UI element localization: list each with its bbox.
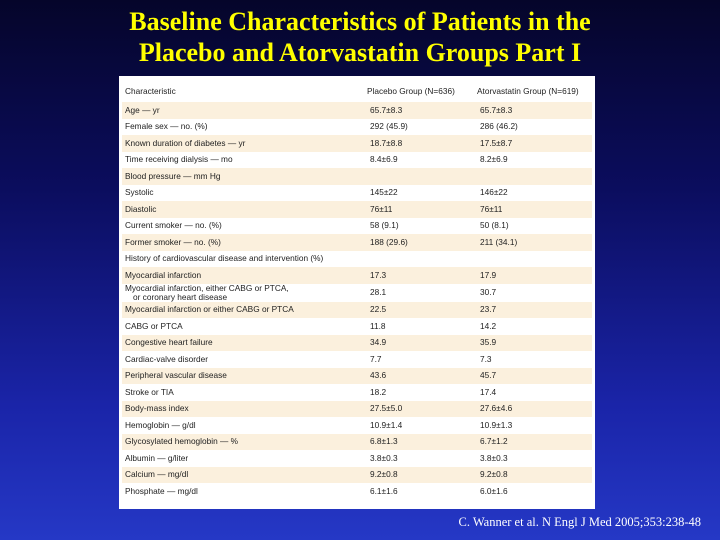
row-characteristic: Phosphate — mg/dl [125,485,198,496]
table-row [122,168,592,185]
row-atorvastatin-value: 23.7 [480,304,497,315]
table-row [122,384,592,401]
row-placebo-value: 8.4±6.9 [370,154,398,165]
row-characteristic: Systolic [125,187,154,198]
table-row [122,152,592,169]
row-characteristic: Diastolic [125,203,157,214]
table-row [122,450,592,467]
row-placebo-value: 58 (9.1) [370,220,399,231]
row-atorvastatin-value: 27.6±4.6 [480,403,513,414]
row-atorvastatin-value: 7.3 [480,353,492,364]
row-characteristic: CABG or PTCA [125,320,183,331]
row-placebo-value: 76±11 [370,203,393,214]
row-characteristic: Blood pressure — mm Hg [125,170,221,181]
row-characteristic: Time receiving dialysis — mo [125,154,233,165]
table-row [122,267,592,284]
row-placebo-value: 10.9±1.4 [370,419,403,430]
row-characteristic-line-2: or coronary heart disease [133,291,228,302]
row-atorvastatin-value: 45.7 [480,370,497,381]
table-row [122,251,592,268]
table-row [122,351,592,368]
row-placebo-value: 34.9 [370,337,387,348]
header-placebo: Placebo Group (N=636) [367,85,455,96]
row-atorvastatin-value: 35.9 [480,337,497,348]
table-row [122,318,592,335]
header-characteristic: Characteristic [125,85,176,96]
table-row [122,302,592,319]
row-atorvastatin-value: 6.0±1.6 [480,485,508,496]
row-characteristic: Age — yr [125,104,160,115]
row-placebo-value: 18.7±8.8 [370,137,403,148]
row-characteristic: Current smoker — no. (%) [125,220,222,231]
table-row [122,218,592,235]
row-placebo-value [367,251,477,268]
row-atorvastatin-value: 30.7 [480,287,497,297]
row-characteristic: Glycosylated hemoglobin — % [125,436,238,447]
row-placebo-value: 6.8±1.3 [370,436,398,447]
row-characteristic-line-1: Myocardial infarction, either CABG or PTCA, [125,282,289,293]
row-atorvastatin-value: 65.7±8.3 [480,104,513,115]
row-placebo-value: 22.5 [370,304,387,315]
table-row [122,483,592,500]
row-characteristic: Body-mass index [125,403,189,414]
row-placebo-value: 188 (29.6) [370,236,408,247]
row-characteristic: Myocardial infarction or either CABG or PTCA [125,304,294,315]
row-characteristic: Congestive heart failure [125,337,213,348]
row-placebo-value: 7.7 [370,353,382,364]
row-atorvastatin-value: 17.9 [480,269,497,280]
row-placebo-value: 292 (45.9) [370,121,408,132]
citation: C. Wanner et al. N Engl J Med 2005;353:238-48 [458,515,701,529]
row-atorvastatin-value [477,168,592,185]
header-atorvastatin: Atorvastatin Group (N=619) [477,85,579,96]
row-characteristic: Female sex — no. (%) [125,121,208,132]
row-atorvastatin-value: 76±11 [480,203,503,214]
table-panel [119,76,595,509]
row-atorvastatin-value: 8.2±6.9 [480,154,508,165]
table-row [122,119,592,136]
row-atorvastatin-value: 286 (46.2) [480,121,518,132]
table-row [122,368,592,385]
row-placebo-value [367,168,477,185]
row-atorvastatin-value [477,251,592,268]
row-placebo-value: 43.6 [370,370,387,381]
row-characteristic: Stroke or TIA [125,386,174,397]
row-placebo-value: 28.1 [370,287,387,297]
row-atorvastatin-value: 211 (34.1) [480,236,518,247]
table-row [122,135,592,152]
table-row [122,401,592,418]
table-row [122,335,592,352]
row-atorvastatin-value: 9.2±0.8 [480,469,508,480]
row-placebo-value: 3.8±0.3 [370,452,398,463]
row-placebo-value: 17.3 [370,269,387,280]
row-characteristic: History of cardiovascular disease and intervention (%) [125,253,324,264]
row-atorvastatin-value: 17.4 [480,386,497,397]
row-placebo-value: 27.5±5.0 [370,403,403,414]
table-row [122,417,592,434]
table-row [122,185,592,202]
row-atorvastatin-value: 50 (8.1) [480,220,509,231]
table-header-row [122,80,592,102]
row-characteristic: Albumin — g/liter [125,452,189,463]
row-placebo-value: 9.2±0.8 [370,469,398,480]
row-characteristic: Calcium — mg/dl [125,469,189,480]
row-characteristic [122,284,367,302]
table-row [122,284,592,302]
row-characteristic: Peripheral vascular disease [125,370,227,381]
table-row [122,234,592,251]
row-characteristic: Former smoker — no. (%) [125,236,221,247]
table-row [122,467,592,484]
row-placebo-value: 65.7±8.3 [370,104,403,115]
row-atorvastatin-value: 6.7±1.2 [480,436,508,447]
row-placebo-value: 18.2 [370,386,387,397]
slide-title [0,6,720,68]
table-row [122,102,592,119]
row-placebo-value: 145±22 [370,187,398,198]
baseline-characteristics-table [122,80,592,500]
row-atorvastatin-value: 3.8±0.3 [480,452,508,463]
table-row [122,201,592,218]
table-row [122,434,592,451]
slide-title-line-2: Placebo and Atorvastatin Groups Part I [138,38,582,67]
row-characteristic: Known duration of diabetes — yr [125,137,246,148]
row-characteristic: Hemoglobin — g/dl [125,419,196,430]
table-body [122,102,592,500]
row-characteristic: Cardiac-valve disorder [125,353,209,364]
row-atorvastatin-value: 17.5±8.7 [480,137,513,148]
row-characteristic: Myocardial infarction [125,269,202,280]
row-placebo-value: 6.1±1.6 [370,485,398,496]
row-placebo-value: 11.8 [370,320,386,331]
row-atorvastatin-value: 14.2 [480,320,497,331]
slide-title-line-1: Baseline Characteristics of Patients in the [129,7,591,36]
row-atorvastatin-value: 10.9±1.3 [480,419,513,430]
row-atorvastatin-value: 146±22 [480,187,508,198]
